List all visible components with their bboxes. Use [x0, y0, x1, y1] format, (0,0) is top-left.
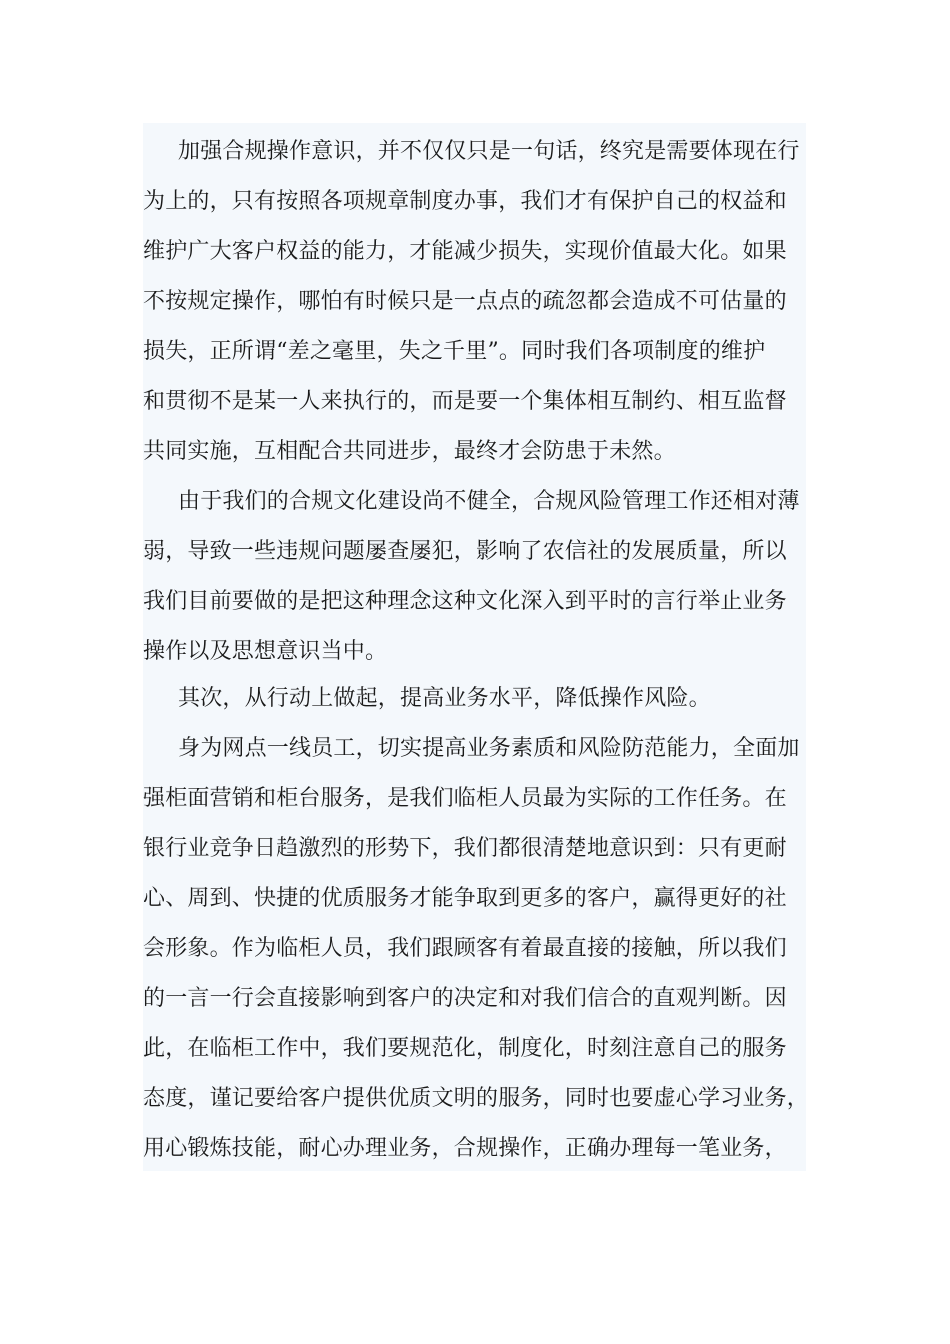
paragraph-4-line-8: 态度，谨记要给客户提供优质文明的服务，同时也要虚心学习业务，: [143, 1086, 810, 1111]
paragraph-1-line-6: 和贯彻不是某一人来执行的，而是要一个集体相互制约、相互监督: [143, 389, 787, 414]
paragraph-1-line-2: 为上的，只有按照各项规章制度办事，我们才有保护自己的权益和: [143, 189, 787, 214]
paragraph-1-line-5: 损失，正所谓“差之毫里，失之千里”。同时我们各项制度的维护: [143, 339, 766, 364]
paragraph-4-line-6: 的一言一行会直接影响到客户的决定和对我们信合的直观判断。因: [143, 986, 787, 1011]
paragraph-1-line-1: 加强合规操作意识，并不仅仅只是一句话，终究是需要体现在行: [178, 139, 800, 164]
paragraph-2-line-2: 弱，导致一些违规问题屡查屡犯，影响了农信社的发展质量，所以: [143, 539, 787, 564]
paragraph-4-line-9: 用心锻炼技能，耐心办理业务，合规操作，正确办理每一笔业务，: [143, 1136, 787, 1161]
paragraph-4-line-2: 强柜面营销和柜台服务，是我们临柜人员最为实际的工作任务。在: [143, 786, 787, 811]
paragraph-4-line-7: 此，在临柜工作中，我们要规范化，制度化，时刻注意自己的服务: [143, 1036, 787, 1061]
paragraph-2-line-1: 由于我们的合规文化建设尚不健全，合规风险管理工作还相对薄: [178, 489, 800, 514]
paragraph-1-line-7: 共同实施，互相配合共同进步，最终才会防患于未然。: [143, 439, 676, 464]
paragraph-4-line-3: 银行业竞争日趋激烈的形势下，我们都很清楚地意识到：只有更耐: [143, 836, 787, 861]
paragraph-2-line-3: 我们目前要做的是把这种理念这种文化深入到平时的言行举止业务: [143, 589, 787, 614]
paragraph-4-line-5: 会形象。作为临柜人员，我们跟顾客有着最直接的接触，所以我们: [143, 936, 787, 961]
paragraph-4-line-1: 身为网点一线员工，切实提高业务素质和风险防范能力，全面加: [178, 736, 800, 761]
paragraph-1-line-4: 不按规定操作，哪怕有时候只是一点点的疏忽都会造成不可估量的: [143, 289, 787, 314]
paragraph-2-line-4: 操作以及思想意识当中。: [143, 639, 388, 664]
paragraph-4-line-4: 心、周到、快捷的优质服务才能争取到更多的客户，赢得更好的社: [143, 886, 787, 911]
paragraph-3-line-1: 其次，从行动上做起，提高业务水平，降低操作风险。: [178, 686, 711, 711]
paragraph-1-line-3: 维护广大客户权益的能力，才能减少损失，实现价值最大化。如果: [143, 239, 787, 264]
